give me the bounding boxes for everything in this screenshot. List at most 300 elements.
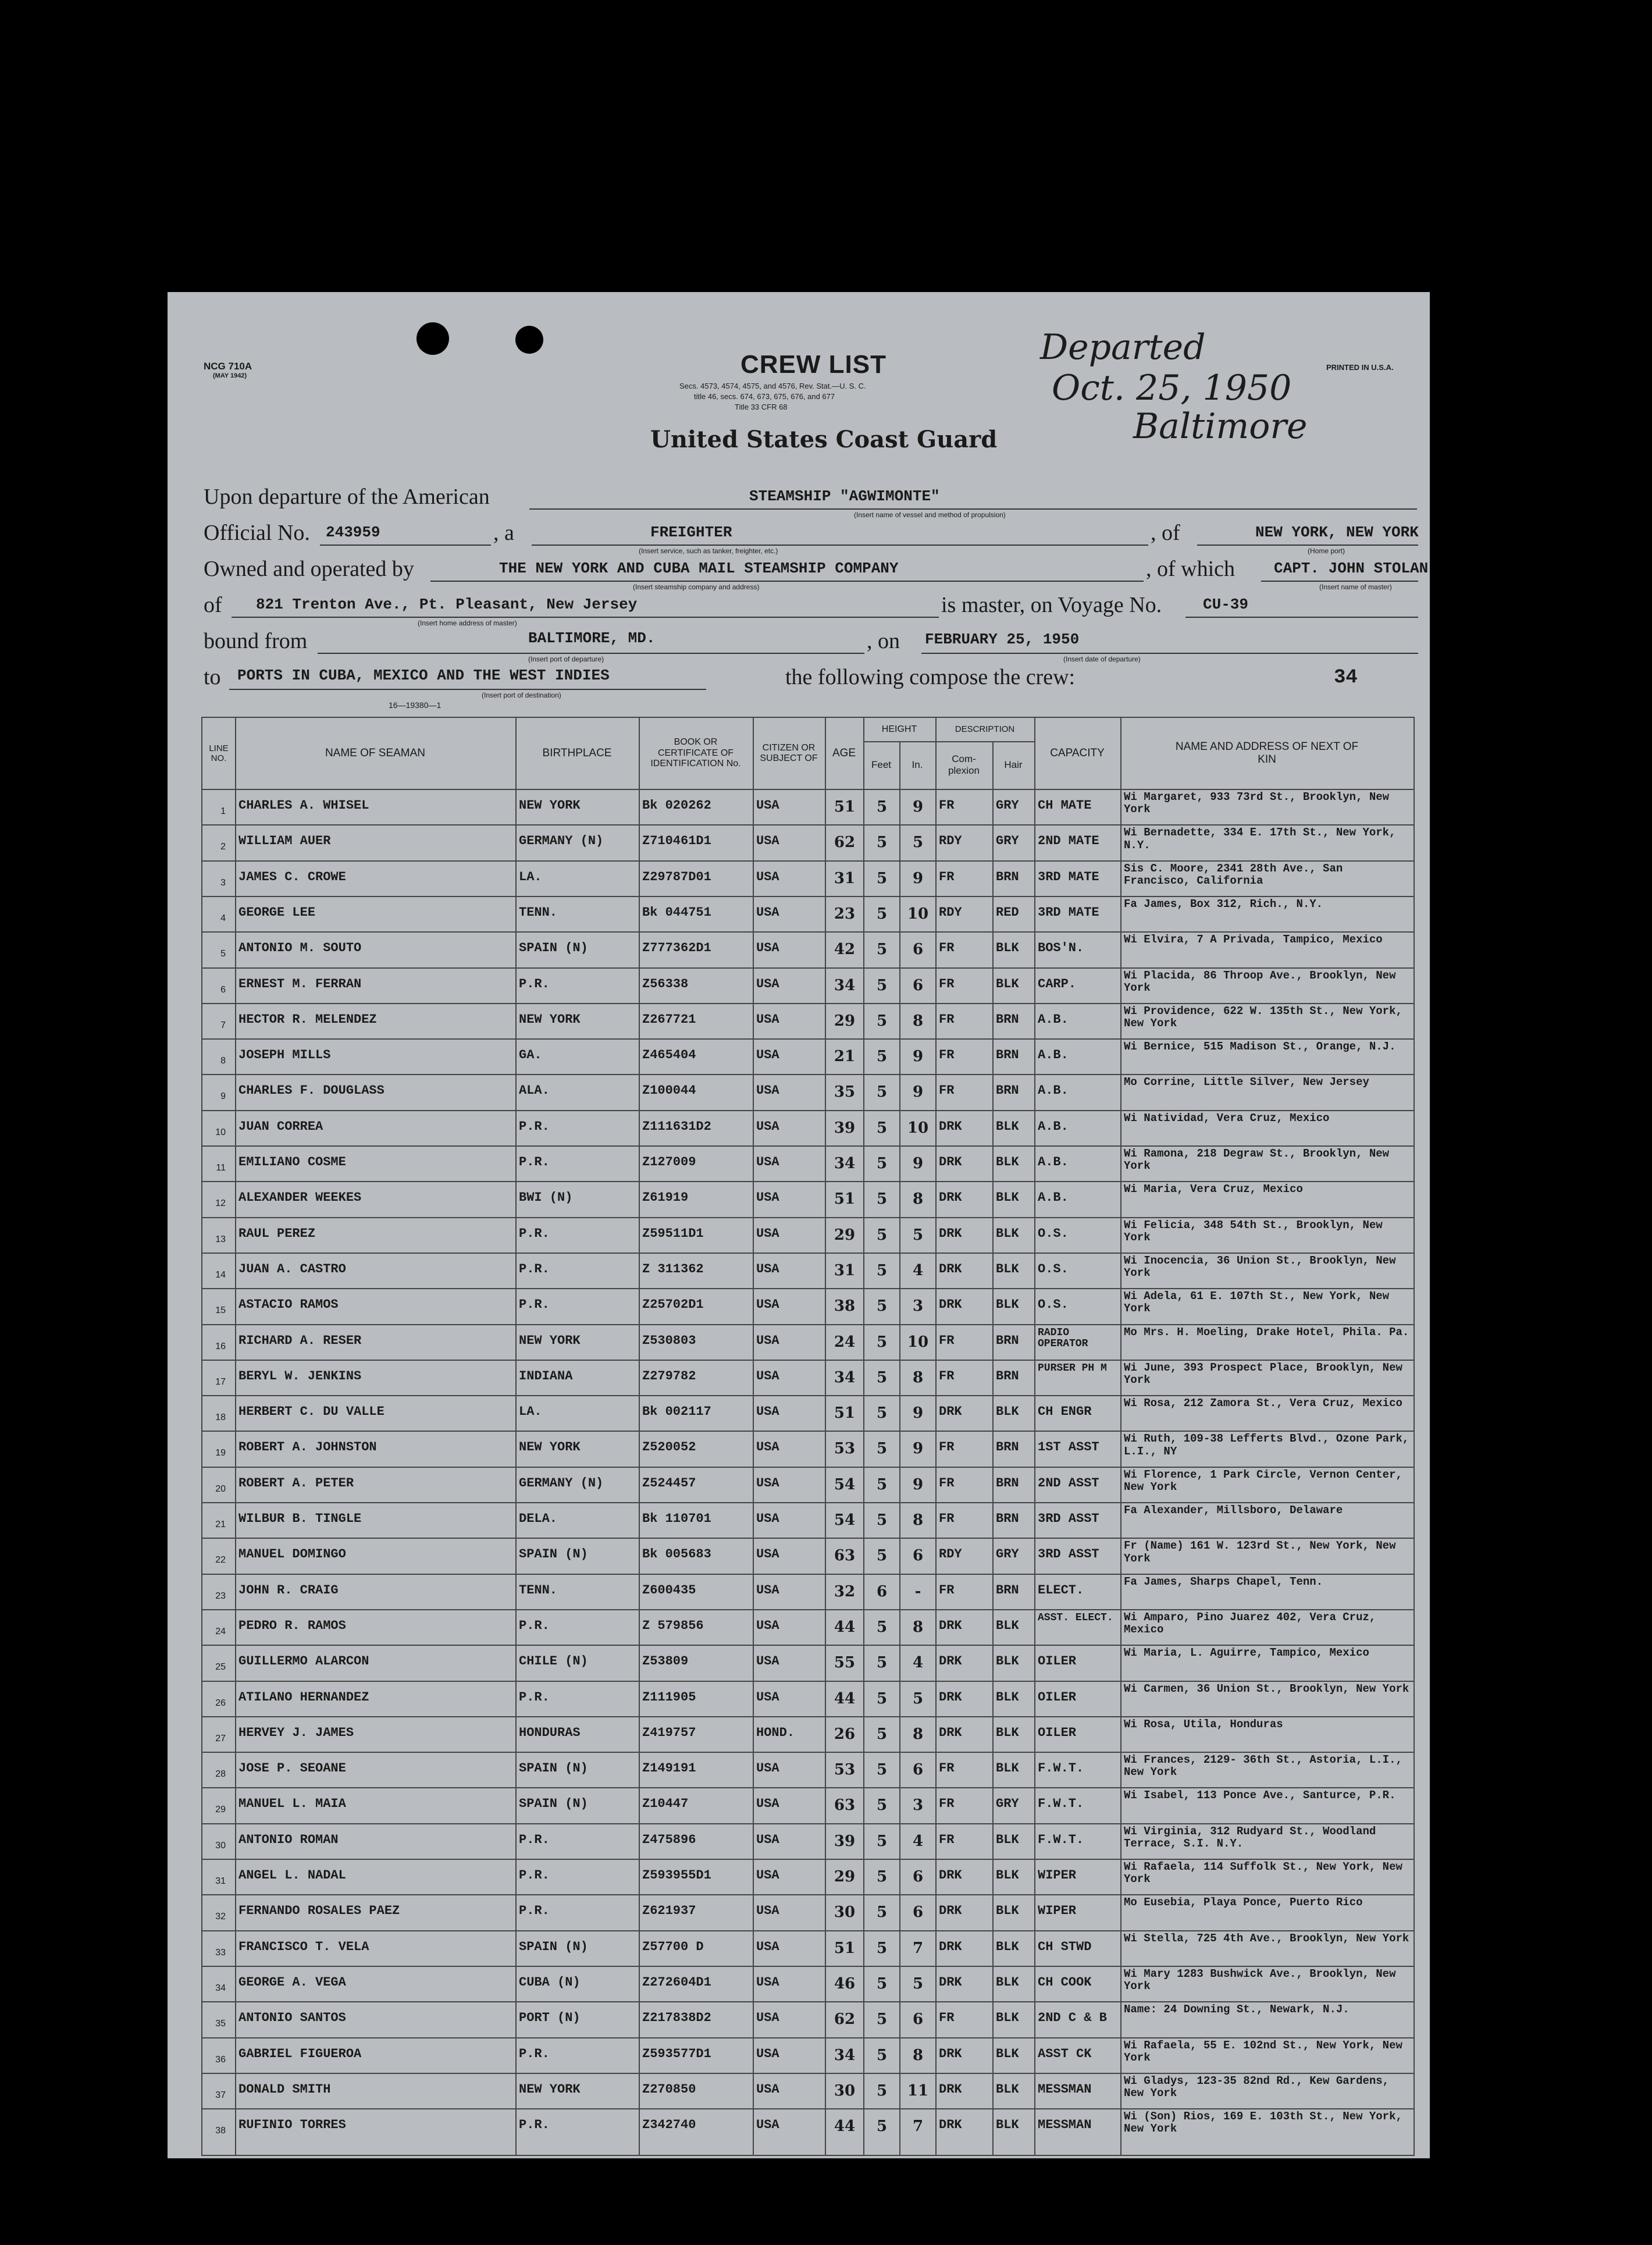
table-row <box>202 1787 1414 1823</box>
home-port: NEW YORK, NEW YORK <box>1255 524 1419 541</box>
cell-complexion: DRK <box>939 1974 962 1990</box>
cell-name: ASTACIO RAMOS <box>238 1297 339 1312</box>
cell-no: 11 <box>216 1163 226 1173</box>
cell-hair: BLK <box>996 1618 1019 1633</box>
cell-capacity: A.B. <box>1038 1048 1069 1063</box>
cell-citizen: USA <box>756 1404 779 1419</box>
cell-birthplace: NEW YORK <box>519 1012 581 1027</box>
cell-birthplace: SPAIN (N) <box>519 1939 588 1954</box>
cell-cert: Z777362D1 <box>642 941 711 956</box>
table-row <box>202 1966 1414 2001</box>
cell-no: 14 <box>215 1269 226 1280</box>
label-bound: bound from <box>204 629 308 653</box>
label-of-which: , of which <box>1146 557 1236 581</box>
cell-name: GUILLERMO ALARCON <box>238 1654 369 1669</box>
cell-age: 42 <box>834 941 856 959</box>
cell-feet: 5 <box>876 1832 888 1850</box>
cell-birthplace: P.R. <box>519 1261 550 1276</box>
cell-feet: 5 <box>876 1297 888 1315</box>
cell-hair: BLK <box>996 2082 1019 2097</box>
cell-hair: BRN <box>996 1440 1019 1455</box>
cell-no: 30 <box>215 1840 226 1851</box>
cell-age: 39 <box>834 1832 856 1850</box>
cell-no: 25 <box>215 1662 226 1673</box>
header-feet: Feet <box>871 759 892 771</box>
cell-citizen: USA <box>756 1297 779 1312</box>
table-row <box>202 1074 1414 1109</box>
cell-hair: RED <box>996 905 1019 920</box>
cell-name: ANTONIO SANTOS <box>238 2011 346 2026</box>
cell-kin: Sis C. Moore, 2341 28th Ave., San Francisco, California <box>1124 862 1343 887</box>
cell-capacity: O.S. <box>1038 1226 1069 1241</box>
cell-age: 44 <box>834 2118 856 2136</box>
cell-no: 32 <box>215 1912 226 1922</box>
cell-complexion: RDY <box>939 834 962 849</box>
cell-capacity: OILER <box>1038 1689 1077 1705</box>
cell-cert: Z57700 D <box>642 1939 704 1954</box>
label-owned: Owned and operated by <box>204 557 414 581</box>
cell-complexion: DRK <box>939 2082 962 2097</box>
cell-cert: Bk 044751 <box>642 905 711 920</box>
cell-cert: Z524457 <box>642 1475 696 1490</box>
cell-birthplace: CUBA (N) <box>519 1974 581 1990</box>
cell-no: 38 <box>215 2126 226 2136</box>
statute-line-2: title 46, secs. 674, 673, 675, 676, and 677 <box>694 392 835 401</box>
cell-birthplace: BWI (N) <box>519 1190 573 1205</box>
cell-hair: BLK <box>996 1261 1019 1276</box>
cell-name: ERNEST M. FERRAN <box>238 976 362 991</box>
cell-inches: 9 <box>912 1440 924 1458</box>
cell-cert: Z217838D2 <box>642 2011 711 2026</box>
cell-capacity: A.B. <box>1038 1012 1069 1027</box>
cell-no: 35 <box>215 2019 226 2029</box>
header-name: NAME OF SEAMAN <box>325 747 426 760</box>
cell-hair: BLK <box>996 1868 1019 1883</box>
cell-feet: 5 <box>876 1155 888 1172</box>
cell-feet: 5 <box>876 1654 888 1672</box>
cell-inches: - <box>914 1582 921 1600</box>
cell-birthplace: HONDURAS <box>519 1725 581 1740</box>
cell-complexion: DRK <box>939 1618 962 1633</box>
cell-name: JUAN CORREA <box>238 1119 323 1134</box>
cell-no: 5 <box>220 949 226 959</box>
label-is-master: is master, on Voyage No. <box>941 593 1162 617</box>
handwritten-date: Oct. 25, 1950 <box>1052 368 1292 408</box>
cell-age: 26 <box>834 1725 856 1743</box>
cell-kin: Wi Inocencia, 36 Union St., Brooklyn, New York <box>1124 1254 1396 1280</box>
cell-complexion: DRK <box>939 1868 962 1883</box>
cell-birthplace: SPAIN (N) <box>519 1796 588 1812</box>
cell-age: 29 <box>834 1012 856 1030</box>
cell-feet: 5 <box>876 1725 888 1743</box>
cell-feet: 5 <box>876 2082 888 2100</box>
cell-birthplace: P.R. <box>519 2046 550 2061</box>
cell-inches: 5 <box>912 1974 924 1993</box>
cell-age: 30 <box>834 1904 856 1922</box>
cell-kin: Wi Adela, 61 E. 107th St., New York, New York <box>1124 1290 1390 1315</box>
cell-inches: 6 <box>912 941 924 959</box>
cell-age: 30 <box>834 2082 856 2100</box>
cell-age: 54 <box>834 1511 856 1529</box>
cell-birthplace: TENN. <box>519 1582 558 1598</box>
cell-name: MANUEL DOMINGO <box>238 1547 346 1562</box>
cell-feet: 5 <box>876 1333 888 1351</box>
cell-age: 32 <box>834 1582 856 1600</box>
cell-citizen: USA <box>756 2046 779 2061</box>
header-line-no: LINE NO. <box>209 743 229 763</box>
cell-hair: BRN <box>996 1012 1019 1027</box>
cell-capacity: PURSER PH M <box>1038 1362 1107 1374</box>
cell-name: WILLIAM AUER <box>238 834 331 849</box>
cell-hair: GRY <box>996 1547 1019 1562</box>
cell-inches: 10 <box>907 1333 929 1351</box>
cell-birthplace: DELA. <box>519 1511 558 1526</box>
cell-cert: Bk 110701 <box>642 1511 711 1526</box>
cell-complexion: FR <box>939 1368 955 1383</box>
cell-complexion: DRK <box>939 2118 962 2133</box>
cell-kin: Fa Alexander, Millsboro, Delaware <box>1124 1504 1343 1517</box>
cell-inches: 3 <box>912 1796 924 1814</box>
cell-feet: 5 <box>876 976 888 994</box>
cell-inches: 9 <box>912 1155 924 1172</box>
cell-citizen: USA <box>756 1582 779 1598</box>
cell-name: WILBUR B. TINGLE <box>238 1511 362 1526</box>
cell-hair: BLK <box>996 1761 1019 1776</box>
cell-inches: 6 <box>912 1761 924 1779</box>
table-row <box>202 2108 1414 2144</box>
table-row <box>202 1930 1414 1966</box>
handwritten-departed: Departed <box>1040 327 1206 368</box>
cell-birthplace: CHILE (N) <box>519 1654 588 1669</box>
cell-citizen: USA <box>756 1654 779 1669</box>
cell-complexion: FR <box>939 976 955 991</box>
cell-capacity: 2ND ASST <box>1038 1475 1099 1490</box>
cell-capacity: MESSMAN <box>1038 2118 1092 2133</box>
cell-citizen: USA <box>756 1333 779 1348</box>
agency-title: United States Coast Guard <box>650 426 998 453</box>
cell-capacity: A.B. <box>1038 1119 1069 1134</box>
cell-hair: BLK <box>996 1974 1019 1990</box>
cell-age: 44 <box>834 1689 856 1707</box>
table-row <box>202 1645 1414 1680</box>
cell-age: 51 <box>834 798 856 816</box>
cell-cert: Z59511D1 <box>642 1226 704 1241</box>
header-age: AGE <box>832 747 856 760</box>
cell-cert: Z111631D2 <box>642 1119 711 1134</box>
cell-age: 29 <box>834 1226 856 1244</box>
table-row <box>202 1681 1414 1716</box>
cell-no: 34 <box>215 1983 226 1993</box>
cell-feet: 5 <box>876 941 888 959</box>
table-row <box>202 2001 1414 2037</box>
cell-inches: 6 <box>912 1868 924 1885</box>
cell-age: 34 <box>834 1368 856 1386</box>
crew-table <box>201 717 1415 2156</box>
cell-name: FERNANDO ROSALES PAEZ <box>238 1904 400 1919</box>
cell-age: 51 <box>834 1404 856 1422</box>
cell-kin: Wi Amparo, Pino Juarez 402, Vera Cruz, Mexico <box>1124 1611 1376 1636</box>
cell-kin: Wi Isabel, 113 Ponce Ave., Santurce, P.R. <box>1124 1789 1396 1802</box>
cell-feet: 5 <box>876 2046 888 2064</box>
cell-hair: BLK <box>996 1689 1019 1705</box>
label-following: the following compose the crew: <box>785 665 1076 689</box>
cell-feet: 5 <box>876 2118 888 2136</box>
statute-line-3: Title 33 CFR 68 <box>735 403 788 411</box>
cell-feet: 5 <box>876 1404 888 1422</box>
cell-name: GEORGE LEE <box>238 905 316 920</box>
cell-feet: 5 <box>876 1761 888 1779</box>
crew-table-body <box>202 718 1414 2155</box>
cell-inches: 9 <box>912 1475 924 1493</box>
caption-master: (Insert name of master) <box>1319 583 1392 591</box>
cell-name: JOSE P. SEOANE <box>238 1761 346 1776</box>
cell-complexion: DRK <box>939 1939 962 1954</box>
cell-hair: GRY <box>996 798 1019 813</box>
cell-citizen: USA <box>756 1226 779 1241</box>
crew-count: 34 <box>1334 667 1358 689</box>
cell-complexion: DRK <box>939 1404 962 1419</box>
cell-feet: 5 <box>876 1796 888 1814</box>
cell-complexion: DRK <box>939 1190 962 1205</box>
cell-citizen: USA <box>756 976 779 991</box>
cell-capacity: CH STWD <box>1038 1939 1092 1954</box>
cell-inches: 10 <box>907 905 929 923</box>
cell-feet: 6 <box>876 1582 888 1600</box>
cell-citizen: USA <box>756 2118 779 2133</box>
cell-hair: GRY <box>996 834 1019 849</box>
header-height: HEIGHT <box>881 724 917 734</box>
cell-cert: Z53809 <box>642 1654 689 1669</box>
cell-inches: 8 <box>912 1618 924 1636</box>
cell-cert: Z61919 <box>642 1190 689 1205</box>
header-description: DESCRIPTION <box>955 724 1015 735</box>
cell-name: ROBERT A. PETER <box>238 1475 354 1490</box>
cell-complexion: FR <box>939 941 955 956</box>
cell-age: 53 <box>834 1440 856 1458</box>
statute-line-1: Secs. 4573, 4574, 4575, and 4576, Rev. Stat.—U. S. C. <box>679 382 866 390</box>
table-row <box>202 931 1414 967</box>
cell-name: EMILIANO COSME <box>238 1155 346 1169</box>
cell-birthplace: P.R. <box>519 1119 550 1134</box>
cell-citizen: HOND. <box>756 1725 795 1740</box>
cell-birthplace: LA. <box>519 1404 542 1419</box>
cell-name: JOHN R. CRAIG <box>238 1582 339 1598</box>
table-row <box>202 1538 1414 1573</box>
cell-kin: Wi Margaret, 933 73rd St., Brooklyn, New York <box>1124 791 1390 816</box>
cell-feet: 5 <box>876 1511 888 1529</box>
cell-capacity: F.W.T. <box>1038 1832 1084 1847</box>
cell-no: 8 <box>220 1056 226 1066</box>
cell-feet: 5 <box>876 1226 888 1244</box>
cell-hair: BLK <box>996 1190 1019 1205</box>
cell-complexion: FR <box>939 1582 955 1598</box>
table-row <box>202 789 1414 824</box>
cell-citizen: USA <box>756 1083 779 1098</box>
cell-name: HECTOR R. MELENDEZ <box>238 1012 377 1027</box>
cell-hair: BLK <box>996 2046 1019 2061</box>
cell-citizen: USA <box>756 1261 779 1276</box>
cell-inches: 5 <box>912 834 924 852</box>
cell-kin: Wi Providence, 622 W. 135th St., New York, New York <box>1124 1005 1402 1030</box>
printed-in-usa: PRINTED IN U.S.A. <box>1326 363 1394 372</box>
cell-age: 38 <box>834 1297 856 1315</box>
cell-age: 23 <box>834 905 856 923</box>
label-official: Official No. <box>204 521 310 545</box>
cell-inches: 5 <box>912 1689 924 1707</box>
cell-cert: Z29787D01 <box>642 869 711 884</box>
cell-capacity: F.W.T. <box>1038 1796 1084 1812</box>
cell-hair: BRN <box>996 869 1019 884</box>
cell-inches: 3 <box>912 1297 924 1315</box>
cell-feet: 5 <box>876 834 888 852</box>
cell-name: MANUEL L. MAIA <box>238 1796 346 1812</box>
cell-birthplace: NEW YORK <box>519 798 581 813</box>
cell-kin: Wi Stella, 725 4th Ave., Brooklyn, New York <box>1124 1932 1409 1945</box>
cell-complexion: FR <box>939 1440 955 1455</box>
cell-inches: 9 <box>912 869 924 887</box>
table-row <box>202 1324 1414 1360</box>
cell-kin: Wi Ramona, 218 Degraw St., Brooklyn, New York <box>1124 1148 1390 1173</box>
cell-kin: Wi Carmen, 36 Union St., Brooklyn, New York <box>1124 1682 1409 1695</box>
caption-home-port: (Home port) <box>1308 547 1345 555</box>
cell-age: 39 <box>834 1119 856 1137</box>
cell-citizen: USA <box>756 1119 779 1134</box>
cell-hair: BLK <box>996 1725 1019 1740</box>
cell-citizen: USA <box>756 2011 779 2026</box>
cell-citizen: USA <box>756 1868 779 1883</box>
cell-no: 2 <box>220 842 226 852</box>
cell-capacity: BOS'N. <box>1038 941 1084 956</box>
cell-birthplace: GERMANY (N) <box>519 834 604 849</box>
cell-complexion: DRK <box>939 1155 962 1169</box>
destination: PORTS IN CUBA, MEXICO AND THE WEST INDIES <box>237 667 610 684</box>
table-row <box>202 1609 1414 1645</box>
punch-hole-right <box>515 326 543 354</box>
label-on: , on <box>867 629 900 653</box>
cell-cert: Bk 005683 <box>642 1547 711 1562</box>
cell-cert: Z270850 <box>642 2082 696 2097</box>
cell-citizen: USA <box>756 1511 779 1526</box>
cell-name: GEORGE A. VEGA <box>238 1974 346 1990</box>
cell-complexion: FR <box>939 1761 955 1776</box>
cell-hair: BRN <box>996 1582 1019 1598</box>
cell-no: 16 <box>215 1341 226 1351</box>
cell-age: 21 <box>834 1048 856 1066</box>
cell-inches: 8 <box>912 2046 924 2064</box>
cell-capacity: OILER <box>1038 1654 1077 1669</box>
table-row <box>202 1431 1414 1466</box>
cell-citizen: USA <box>756 2082 779 2097</box>
table-row <box>202 1574 1414 1609</box>
cell-complexion: DRK <box>939 1904 962 1919</box>
cell-hair: BLK <box>996 1832 1019 1847</box>
table-row <box>202 860 1414 896</box>
cell-hair: BLK <box>996 1297 1019 1312</box>
cell-inches: 6 <box>912 1904 924 1922</box>
cell-age: 34 <box>834 976 856 994</box>
cell-cert: Z111905 <box>642 1689 696 1705</box>
cell-kin: Wi Ruth, 109-38 Lefferts Blvd., Ozone Park, L.I., NY <box>1124 1433 1409 1458</box>
cell-citizen: USA <box>756 1190 779 1205</box>
caption-departure-date: (Insert date of departure) <box>1063 655 1141 663</box>
cell-capacity: 1ST ASST <box>1038 1440 1099 1455</box>
cell-name: JUAN A. CASTRO <box>238 1261 346 1276</box>
cell-citizen: USA <box>756 1155 779 1169</box>
table-row <box>202 1467 1414 1502</box>
header-hair: Hair <box>1004 759 1023 771</box>
cell-birthplace: NEW YORK <box>519 1333 581 1348</box>
cell-birthplace: NEW YORK <box>519 1440 581 1455</box>
cell-capacity: O.S. <box>1038 1261 1069 1276</box>
cell-name: ANTONIO ROMAN <box>238 1832 339 1847</box>
table-row <box>202 896 1414 931</box>
cell-kin: Wi Elvira, 7 A Privada, Tampico, Mexico <box>1124 934 1383 947</box>
cell-no: 12 <box>215 1198 226 1209</box>
cell-no: 6 <box>220 984 226 995</box>
cell-kin: Wi Placida, 86 Throop Ave., Brooklyn, New York <box>1124 969 1396 994</box>
cell-capacity: CH MATE <box>1038 798 1092 813</box>
table-row <box>202 1217 1414 1253</box>
cell-capacity: 3RD MATE <box>1038 905 1099 920</box>
cell-kin: Wi Florence, 1 Park Circle, Vernon Center, New York <box>1124 1468 1402 1493</box>
table-row <box>202 1181 1414 1216</box>
cell-citizen: USA <box>756 1368 779 1383</box>
cell-no: 33 <box>215 1947 226 1958</box>
cell-age: 46 <box>834 1974 856 1993</box>
cell-name: RICHARD A. RESER <box>238 1333 362 1348</box>
cell-cert: Z600435 <box>642 1582 696 1598</box>
cell-citizen: USA <box>756 1048 779 1063</box>
cell-no: 1 <box>220 806 226 816</box>
cell-feet: 5 <box>876 798 888 816</box>
cell-hair: GRY <box>996 1796 1019 1812</box>
cell-inches: 8 <box>912 1012 924 1030</box>
cell-kin: Wi Maria, L. Aguirre, Tampico, Mexico <box>1124 1647 1369 1660</box>
cell-feet: 5 <box>876 905 888 923</box>
cell-capacity: A.B. <box>1038 1083 1069 1098</box>
cell-complexion: FR <box>939 798 955 813</box>
cell-birthplace: NEW YORK <box>519 2082 581 2097</box>
cell-kin: Wi Bernadette, 334 E. 17th St., New York, N.Y. <box>1124 827 1396 852</box>
cell-birthplace: P.R. <box>519 1226 550 1241</box>
cell-capacity: RADIO OPERATOR <box>1038 1327 1088 1350</box>
cell-cert: Z100044 <box>642 1083 696 1098</box>
cell-hair: BLK <box>996 1404 1019 1419</box>
cell-inches: 9 <box>912 1083 924 1101</box>
cell-complexion: DRK <box>939 1689 962 1705</box>
cell-hair: BLK <box>996 2011 1019 2026</box>
cell-kin: Wi Rosa, Utila, Honduras <box>1124 1718 1283 1731</box>
cell-cert: Z267721 <box>642 1012 696 1027</box>
cell-birthplace: P.R. <box>519 1868 550 1883</box>
cell-kin: Wi (Son) Rios, 169 E. 103th St., New York, New York <box>1124 2111 1402 2136</box>
cell-hair: BLK <box>996 2118 1019 2133</box>
cell-kin: Wi Gladys, 123-35 82nd Rd., Kew Gardens, New York <box>1124 2075 1390 2100</box>
cell-kin: Wi Bernice, 515 Madison St., Orange, N.J. <box>1124 1041 1396 1054</box>
cell-cert: Z465404 <box>642 1048 696 1063</box>
cell-cert: Z530803 <box>642 1333 696 1348</box>
table-row <box>202 2073 1414 2108</box>
cell-birthplace: P.R. <box>519 1618 550 1633</box>
cell-name: CHARLES A. WHISEL <box>238 798 369 813</box>
label-of-2: of <box>204 593 222 617</box>
cell-no: 7 <box>220 1020 226 1030</box>
table-row <box>202 1894 1414 1930</box>
cell-age: 34 <box>834 1155 856 1172</box>
cell-no: 26 <box>215 1698 226 1708</box>
cell-inches: 7 <box>912 1939 924 1957</box>
cell-citizen: USA <box>756 869 779 884</box>
